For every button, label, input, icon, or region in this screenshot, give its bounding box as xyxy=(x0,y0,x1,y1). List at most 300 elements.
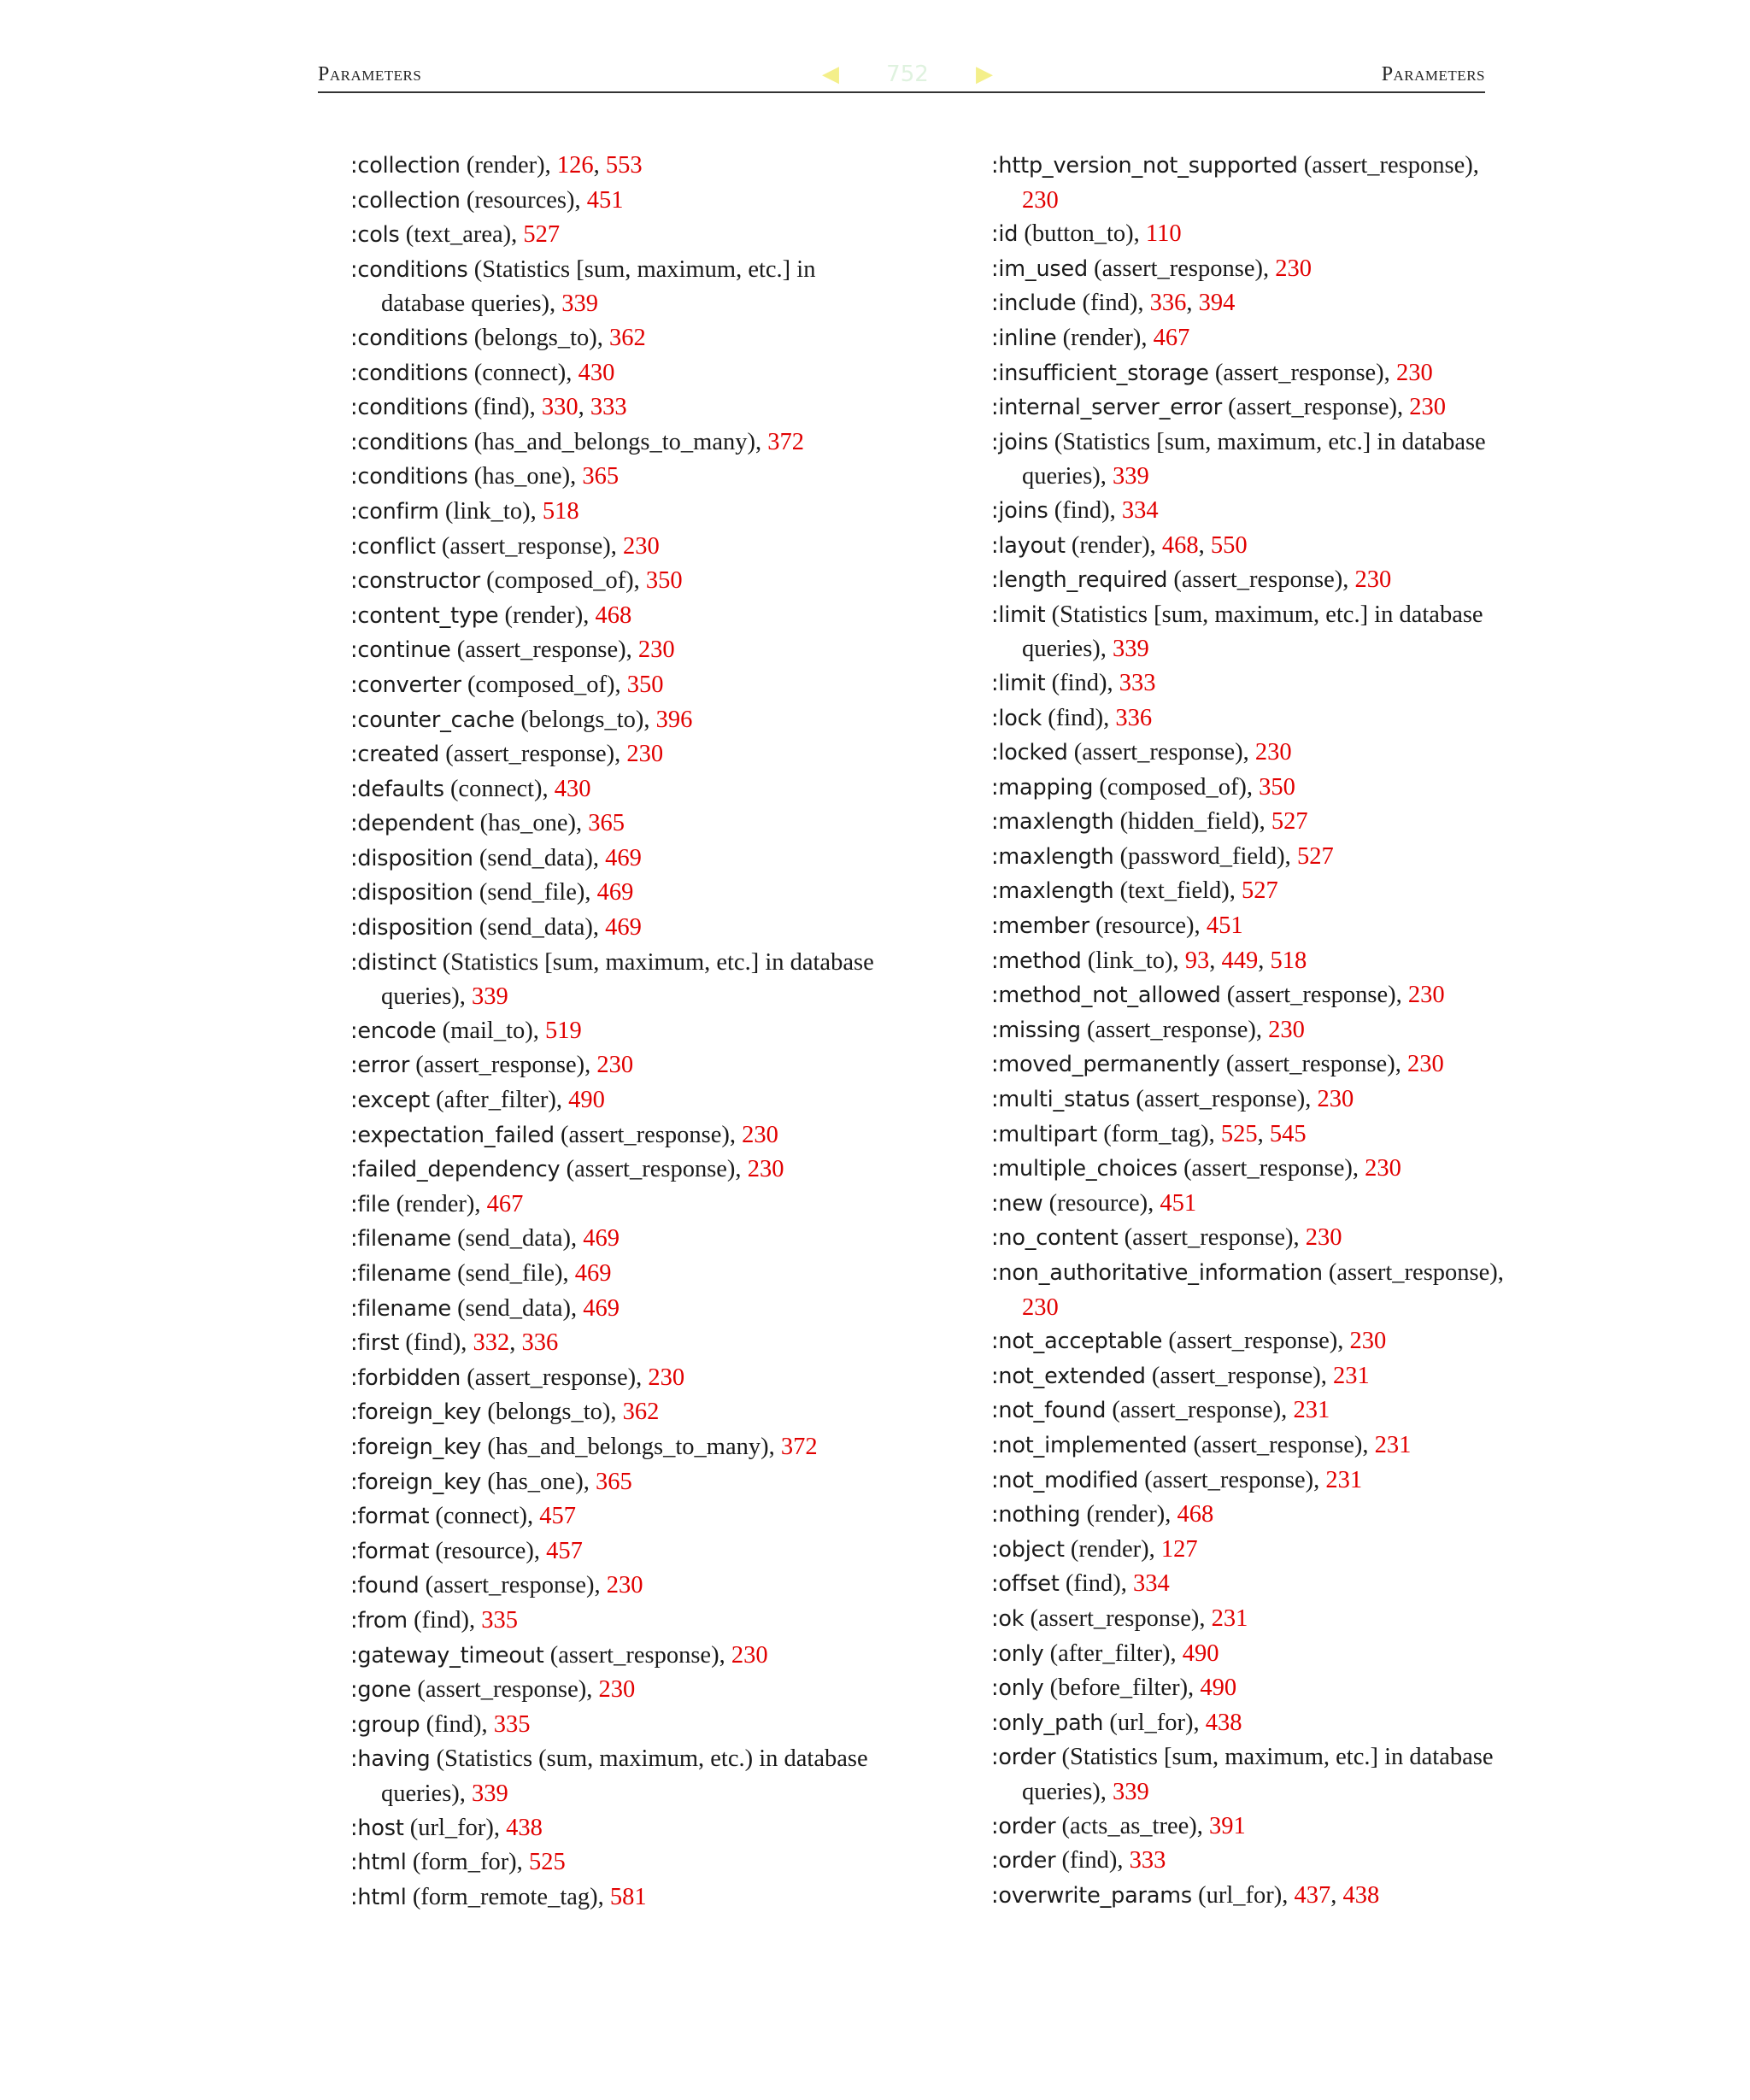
index-entry xyxy=(991,1844,1504,1879)
index-context: (composed_of), xyxy=(1093,773,1260,801)
page-reference-link[interactable]: 372 xyxy=(767,428,804,455)
index-term: :conditions xyxy=(350,325,468,351)
page-ref-separator: , xyxy=(1209,947,1222,974)
page-reference-link[interactable]: 231 xyxy=(1293,1397,1330,1424)
running-head-left: Parameters xyxy=(318,63,422,85)
index-entry xyxy=(350,599,880,634)
index-entry xyxy=(991,978,1504,1013)
index-term: :nothing xyxy=(991,1502,1081,1528)
page-reference-link[interactable]: 365 xyxy=(588,810,625,837)
index-context: (find), xyxy=(1042,704,1116,731)
index-entry xyxy=(991,1464,1504,1499)
page-reference-link[interactable]: 451 xyxy=(586,186,624,214)
index-context: (assert_response), xyxy=(1080,1016,1269,1043)
index-entry xyxy=(991,1602,1504,1637)
page-reference-link[interactable]: 336 xyxy=(521,1329,559,1357)
arrow-left-icon[interactable]: ◀ xyxy=(822,62,839,87)
index-context: (render), xyxy=(460,152,557,179)
index-entry xyxy=(350,1708,880,1743)
index-context: (find), xyxy=(1048,496,1122,524)
index-context: (mail_to), xyxy=(436,1017,545,1044)
page-ref-separator: , xyxy=(1198,531,1211,559)
page-reference-link[interactable]: 230 xyxy=(731,1641,768,1669)
index-context: (assert_response), xyxy=(1219,1051,1407,1078)
page-reference-link[interactable]: 430 xyxy=(554,775,591,802)
index-context: (has_one), xyxy=(473,810,589,837)
page-reference-link[interactable]: 518 xyxy=(542,497,579,525)
index-context: (assert_response), xyxy=(1138,1466,1326,1493)
index-entry xyxy=(991,736,1504,771)
index-entry xyxy=(350,1326,880,1361)
index-context: (assert_response), xyxy=(1130,1086,1318,1113)
index-term: :html xyxy=(350,1850,407,1876)
page-reference-link[interactable]: 230 xyxy=(606,1572,643,1599)
index-term: :im_used xyxy=(991,255,1088,282)
index-term: :converter xyxy=(350,672,461,698)
page-reference-link[interactable]: 333 xyxy=(1119,669,1156,696)
index-context: (Statistics [sum, maximum, etc.] in database queries), xyxy=(381,255,816,318)
page-reference-link[interactable]: 467 xyxy=(1153,324,1190,351)
index-context: (assert_response), xyxy=(1208,359,1396,386)
page-reference-link[interactable]: 93 xyxy=(1184,947,1210,974)
index-entry xyxy=(350,1395,880,1430)
page-reference-link[interactable]: 230 xyxy=(1275,255,1312,282)
index-entry xyxy=(350,1118,880,1153)
index-term: :locked xyxy=(991,740,1068,766)
page-reference-link[interactable]: 457 xyxy=(546,1537,583,1564)
page-reference-link[interactable]: 231 xyxy=(1211,1604,1248,1632)
index-entry xyxy=(991,1706,1504,1741)
page-ref-separator: , xyxy=(1257,1120,1270,1147)
page-reference-link[interactable]: 430 xyxy=(578,359,615,386)
page-reference-link[interactable]: 518 xyxy=(1270,947,1307,974)
index-context: (composed_of), xyxy=(461,671,627,698)
page-reference-link[interactable]: 230 xyxy=(1349,1328,1387,1355)
index-column-right xyxy=(991,149,1504,1913)
index-term: :from xyxy=(350,1607,408,1634)
index-term: :filename xyxy=(350,1226,451,1252)
index-entry xyxy=(991,874,1504,909)
index-context: (text_area), xyxy=(399,221,524,249)
page-reference-link[interactable]: 525 xyxy=(528,1849,566,1876)
index-entry xyxy=(991,1879,1504,1914)
index-term: :disposition xyxy=(350,915,473,941)
index-entry xyxy=(350,911,880,946)
page-reference-link[interactable]: 332 xyxy=(473,1329,510,1357)
page-reference-link[interactable]: 490 xyxy=(1182,1640,1219,1667)
index-context: (belongs_to), xyxy=(481,1399,623,1426)
page-reference-link[interactable]: 126 xyxy=(556,152,594,179)
page-reference-link[interactable]: 230 xyxy=(1317,1086,1354,1113)
page-reference-link[interactable]: 230 xyxy=(1407,982,1445,1009)
index-term: :mapping xyxy=(991,774,1094,801)
index-context: (render), xyxy=(390,1190,487,1217)
index-entry xyxy=(991,563,1504,598)
page-reference-link[interactable]: 333 xyxy=(1129,1847,1166,1874)
index-context: (assert_response), xyxy=(435,532,623,560)
page-reference-link[interactable]: 469 xyxy=(596,879,634,906)
page-reference-link[interactable]: 230 xyxy=(1354,566,1392,594)
page-reference-link[interactable]: 545 xyxy=(1269,1120,1307,1147)
page-reference-link[interactable]: 469 xyxy=(583,1225,620,1252)
index-context: (assert_response), xyxy=(560,1156,748,1183)
page-reference-link[interactable]: 335 xyxy=(481,1606,518,1634)
page-reference-link[interactable]: 335 xyxy=(493,1710,531,1738)
index-entry xyxy=(991,1256,1504,1324)
index-context: (hidden_field), xyxy=(1113,808,1271,836)
index-context: (find), xyxy=(1059,1570,1133,1598)
page-reference-link[interactable]: 230 xyxy=(1022,1293,1059,1321)
page-reference-link[interactable]: 468 xyxy=(1161,531,1199,559)
index-term: :new xyxy=(991,1190,1043,1217)
index-context: (assert_response), xyxy=(1187,1431,1375,1458)
index-term: :first xyxy=(350,1330,400,1357)
index-term: :inline xyxy=(991,325,1057,351)
index-context: (form_for), xyxy=(406,1849,529,1876)
index-term: :failed_dependency xyxy=(350,1157,561,1183)
page-reference-link[interactable]: 527 xyxy=(523,221,561,249)
page-reference-link[interactable]: 231 xyxy=(1374,1431,1412,1458)
index-term: :created xyxy=(350,742,440,768)
page-reference-link[interactable]: 230 xyxy=(626,741,664,768)
running-head-right: Parameters xyxy=(1381,63,1485,85)
page-reference-link[interactable]: 438 xyxy=(506,1814,543,1841)
index-context: (send_file), xyxy=(473,879,597,906)
index-entry xyxy=(350,564,880,599)
index-context: (resource), xyxy=(1089,912,1207,940)
page-reference-link[interactable]: 230 xyxy=(742,1121,778,1148)
index-context: (assert_response), xyxy=(1177,1155,1365,1182)
index-term: :disposition xyxy=(350,845,473,871)
index-term: :conditions xyxy=(350,395,468,421)
page-reference-link[interactable]: 362 xyxy=(609,324,646,351)
index-entry xyxy=(350,1222,880,1257)
index-term: :method xyxy=(991,947,1082,974)
index-context: (assert_response), xyxy=(419,1572,607,1599)
page-reference-link[interactable]: 553 xyxy=(605,152,643,179)
index-term: :order xyxy=(991,1813,1056,1839)
index-term: :filename xyxy=(350,1261,451,1287)
running-head xyxy=(318,60,1485,92)
page-reference-link[interactable]: 339 xyxy=(1113,463,1149,490)
index-term: :error xyxy=(350,1053,410,1079)
index-entry xyxy=(350,356,880,391)
index-term: :expectation_failed xyxy=(350,1122,555,1148)
page-reference-link[interactable]: 365 xyxy=(595,1468,632,1495)
index-term: :layout xyxy=(991,532,1066,559)
index-term: :foreign_key xyxy=(350,1434,482,1460)
index-context: (url_for), xyxy=(1103,1709,1206,1736)
index-context: (has_and_belongs_to_many), xyxy=(467,428,768,455)
index-context: (assert_response), xyxy=(409,1052,597,1079)
page-reference-link[interactable]: 230 xyxy=(637,636,675,664)
page-reference-link[interactable]: 339 xyxy=(1113,636,1149,663)
page-reference-link[interactable]: 350 xyxy=(1259,773,1295,801)
page-reference-link[interactable]: 467 xyxy=(486,1190,524,1217)
index-term: :overwrite_params xyxy=(991,1882,1192,1909)
index-entry xyxy=(350,1153,880,1188)
page-number: 752 xyxy=(886,62,929,87)
page-reference-link[interactable]: 449 xyxy=(1221,947,1259,974)
index-context: (form_remote_tag), xyxy=(406,1883,610,1910)
index-entry xyxy=(991,1428,1504,1464)
index-entry xyxy=(991,1047,1504,1082)
index-term: :only xyxy=(991,1675,1044,1702)
page-reference-link[interactable]: 469 xyxy=(574,1260,612,1287)
index-entry xyxy=(350,1811,880,1846)
page-reference-link[interactable]: 230 xyxy=(747,1156,784,1183)
index-column-left xyxy=(350,149,880,1915)
page-reference-link[interactable]: 230 xyxy=(1406,1051,1444,1078)
index-context: (Statistics [sum, maximum, etc.] in database queries), xyxy=(1022,428,1486,490)
index-context: (assert_response), xyxy=(1106,1397,1294,1424)
page-ref-separator: , xyxy=(593,152,606,179)
index-term: :ok xyxy=(991,1605,1025,1632)
page-reference-link[interactable]: 339 xyxy=(472,983,508,1011)
index-context: (belongs_to), xyxy=(467,324,610,351)
index-term: :not_acceptable xyxy=(991,1329,1163,1355)
index-term: :maxlength xyxy=(991,809,1114,836)
index-term: :counter_cache xyxy=(350,707,515,733)
index-entry xyxy=(350,703,880,738)
index-context: (has_and_belongs_to_many), xyxy=(481,1433,781,1460)
index-term: :internal_server_error xyxy=(991,395,1222,421)
index-context: (belongs_to), xyxy=(514,706,656,733)
page-reference-link[interactable]: 490 xyxy=(568,1087,605,1114)
page-reference-link[interactable]: 396 xyxy=(655,706,693,733)
index-term: :not_implemented xyxy=(991,1432,1188,1458)
index-context: (text_field), xyxy=(1113,877,1242,905)
index-entry xyxy=(350,184,880,219)
index-term: :order xyxy=(991,1848,1056,1874)
page-reference-link[interactable]: 330 xyxy=(541,394,578,421)
page-reference-link[interactable]: 394 xyxy=(1198,290,1236,317)
index-term: :format xyxy=(350,1504,430,1530)
page-reference-link[interactable]: 230 xyxy=(1409,394,1446,421)
page-reference-link[interactable]: 333 xyxy=(590,394,627,421)
index-entry xyxy=(991,1671,1504,1706)
index-term: :filename xyxy=(350,1295,451,1322)
page-reference-link[interactable]: 469 xyxy=(605,914,642,941)
index-entry xyxy=(350,1361,880,1396)
index-term: :http_version_not_supported xyxy=(991,153,1298,179)
page-reference-link[interactable]: 438 xyxy=(1342,1881,1380,1909)
index-entry xyxy=(991,390,1504,425)
index-context: (find), xyxy=(407,1606,482,1634)
page-reference-link[interactable]: 230 xyxy=(648,1364,685,1391)
page-reference-link[interactable]: 350 xyxy=(645,567,683,595)
index-entry xyxy=(991,909,1504,944)
index-entry xyxy=(350,1569,880,1604)
index-term: :maxlength xyxy=(991,878,1114,905)
page-reference-link[interactable]: 469 xyxy=(583,1294,620,1322)
index-entry xyxy=(991,252,1504,287)
page-reference-link[interactable]: 230 xyxy=(1395,359,1433,386)
page-reference-link[interactable]: 339 xyxy=(472,1780,508,1807)
index-term: :conflict xyxy=(350,533,436,560)
index-term: :method_not_allowed xyxy=(991,983,1221,1009)
index-context: (Statistics (sum, maximum, etc.) in database queries), xyxy=(381,1745,868,1807)
index-entry xyxy=(991,356,1504,391)
page-reference-link[interactable]: 231 xyxy=(1325,1466,1363,1493)
page-reference-link[interactable]: 451 xyxy=(1160,1189,1197,1217)
index-context: (send_data), xyxy=(450,1225,584,1252)
index-context: (assert_response), xyxy=(450,636,638,664)
page-reference-link[interactable]: 334 xyxy=(1133,1570,1170,1598)
index-entry xyxy=(350,1845,880,1880)
index-context: (assert_response), xyxy=(1222,394,1410,421)
index-term: :html xyxy=(350,1884,407,1910)
page-reference-link[interactable]: 457 xyxy=(539,1503,577,1530)
index-term: :insufficient_storage xyxy=(991,360,1209,386)
index-context: (url_for), xyxy=(1191,1881,1295,1909)
page-reference-link[interactable]: 127 xyxy=(1160,1535,1198,1563)
index-term: :conditions xyxy=(350,360,468,386)
index-entry xyxy=(991,805,1504,840)
index-entry xyxy=(350,1742,880,1810)
index-entry xyxy=(350,1465,880,1500)
page-reference-link[interactable]: 437 xyxy=(1294,1881,1331,1909)
index-context: (find), xyxy=(1076,290,1150,317)
index-entry xyxy=(991,598,1504,666)
index-entry xyxy=(350,149,880,184)
index-context: (connect), xyxy=(429,1503,540,1530)
page-ref-separator: , xyxy=(1258,947,1271,974)
index-context: (render), xyxy=(1056,324,1154,351)
index-context: (assert_response), xyxy=(1162,1328,1350,1355)
page-reference-link[interactable]: 230 xyxy=(1305,1224,1342,1252)
index-term: :host xyxy=(350,1815,404,1841)
index-term: :not_modified xyxy=(991,1467,1139,1493)
page-reference-link[interactable]: 490 xyxy=(1200,1675,1237,1702)
index-term: :conditions xyxy=(350,464,468,490)
page-reference-link[interactable]: 230 xyxy=(1365,1155,1401,1182)
index-context: (connect), xyxy=(443,775,555,802)
index-entry xyxy=(991,1082,1504,1117)
index-context: (resource), xyxy=(429,1537,547,1564)
page-reference-link[interactable]: 230 xyxy=(596,1052,634,1079)
page-reference-link[interactable]: 230 xyxy=(1022,186,1059,214)
page-reference-link[interactable]: 230 xyxy=(1254,739,1292,766)
index-context: (assert_response), xyxy=(1088,255,1276,282)
page-reference-link[interactable]: 339 xyxy=(561,290,599,318)
index-entry xyxy=(991,321,1504,356)
page-reference-link[interactable]: 350 xyxy=(626,671,664,698)
page-reference-link[interactable]: 527 xyxy=(1242,877,1278,905)
page-reference-link[interactable]: 336 xyxy=(1149,290,1187,317)
index-entry xyxy=(350,530,880,565)
index-context: (has_one), xyxy=(481,1468,596,1495)
index-term: :disposition xyxy=(350,880,473,906)
index-context: (after_filter), xyxy=(1043,1640,1183,1667)
index-entry xyxy=(350,425,880,460)
page-reference-link[interactable]: 391 xyxy=(1209,1812,1246,1839)
page-reference-link[interactable]: 468 xyxy=(1177,1501,1214,1528)
page-reference-link[interactable]: 362 xyxy=(622,1399,660,1426)
index-entry xyxy=(991,494,1504,529)
page-reference-link[interactable]: 438 xyxy=(1205,1709,1242,1736)
index-entry xyxy=(991,529,1504,564)
page-reference-link[interactable]: 110 xyxy=(1145,220,1182,248)
page-reference-link[interactable]: 527 xyxy=(1296,842,1334,870)
index-term: :limit xyxy=(991,601,1046,628)
index-term: :object xyxy=(991,1536,1065,1563)
index-entry xyxy=(991,1117,1504,1153)
index-context: (assert_response), xyxy=(554,1121,743,1148)
index-term: :collection xyxy=(350,153,461,179)
index-entry xyxy=(991,286,1504,321)
index-context: (find), xyxy=(1045,669,1119,696)
index-term: :member xyxy=(991,913,1089,940)
index-term: :having xyxy=(350,1746,431,1773)
index-context: (assert_response), xyxy=(411,1676,599,1704)
index-term: :multi_status xyxy=(991,1087,1130,1113)
page-reference-link[interactable]: 469 xyxy=(605,844,642,871)
page-reference-link[interactable]: 451 xyxy=(1206,912,1243,940)
index-entry xyxy=(991,1221,1504,1256)
index-entry xyxy=(991,1013,1504,1048)
index-entry xyxy=(350,876,880,911)
index-context: (acts_as_tree), xyxy=(1055,1812,1210,1839)
arrow-right-icon[interactable]: ▶ xyxy=(976,62,993,87)
index-term: :encode xyxy=(350,1018,437,1044)
index-entry xyxy=(350,1430,880,1465)
index-term: :dependent xyxy=(350,811,474,837)
page-reference-link[interactable]: 230 xyxy=(1268,1016,1305,1043)
page-reference-link[interactable]: 550 xyxy=(1210,531,1248,559)
index-entry xyxy=(350,1534,880,1569)
index-context: (assert_response), xyxy=(1322,1259,1504,1286)
page-reference-link[interactable]: 527 xyxy=(1271,808,1308,836)
index-entry xyxy=(350,495,880,530)
index-context: (send_file), xyxy=(450,1260,575,1287)
index-term: :order xyxy=(991,1745,1056,1771)
index-entry xyxy=(350,1880,880,1915)
index-entry xyxy=(991,1359,1504,1394)
index-entry xyxy=(991,1393,1504,1428)
index-term: :constructor xyxy=(350,568,481,595)
page-reference-link[interactable]: 525 xyxy=(1220,1120,1258,1147)
index-entry xyxy=(350,460,880,495)
page-reference-link[interactable]: 336 xyxy=(1115,704,1153,731)
index-entry xyxy=(350,1083,880,1118)
index-context: (before_filter), xyxy=(1043,1675,1201,1702)
index-term: :id xyxy=(991,221,1019,248)
index-term: :collection xyxy=(350,187,461,214)
page-reference-link[interactable]: 519 xyxy=(544,1017,582,1044)
index-context: (assert_response), xyxy=(461,1364,649,1391)
page-reference-link[interactable]: 468 xyxy=(595,601,632,629)
index-entry xyxy=(350,772,880,807)
page-reference-link[interactable]: 581 xyxy=(609,1883,647,1910)
page-reference-link[interactable]: 372 xyxy=(780,1433,818,1460)
index-term: :file xyxy=(350,1191,391,1217)
index-context: (resource), xyxy=(1042,1189,1160,1217)
page-reference-link[interactable]: 230 xyxy=(622,532,660,560)
page-reference-link[interactable]: 231 xyxy=(1332,1362,1370,1389)
index-context: (find), xyxy=(399,1329,473,1357)
page-reference-link[interactable]: 334 xyxy=(1121,496,1159,524)
page-reference-link[interactable]: 339 xyxy=(1113,1778,1149,1805)
index-context: (link_to), xyxy=(438,497,543,525)
index-term: :defaults xyxy=(350,776,444,802)
index-term: :multipart xyxy=(991,1121,1098,1147)
index-context: (assert_response), xyxy=(439,741,627,768)
page-reference-link[interactable]: 230 xyxy=(598,1676,636,1704)
page-reference-link[interactable]: 365 xyxy=(582,463,620,490)
index-term: :content_type xyxy=(350,602,499,629)
index-context: (assert_response), xyxy=(1220,982,1408,1009)
